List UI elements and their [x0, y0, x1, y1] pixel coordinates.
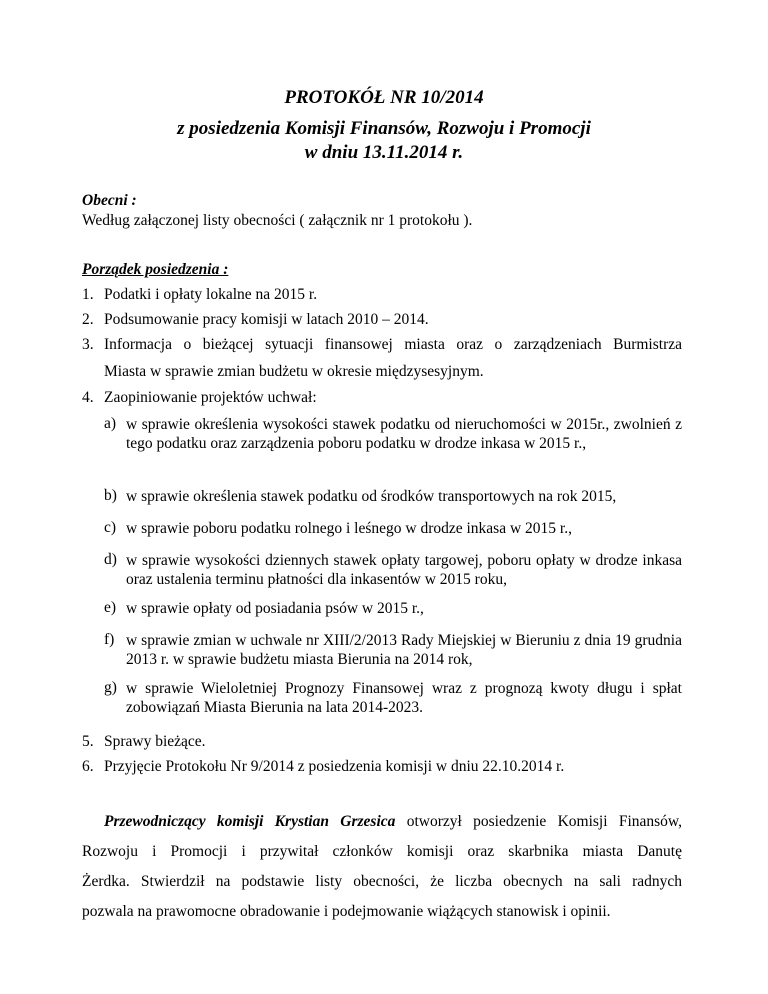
sub-item-letter: c) — [104, 519, 117, 536]
sub-item-text: w sprawie określenia stawek podatku od środków transportowych na rok 2015, — [126, 488, 617, 505]
closing-paragraph-line: pozwala na prawomocne obradowanie i podejmowanie wiążących stanowisk i opinii. — [82, 903, 611, 920]
agenda-item-number: 5. — [82, 733, 94, 750]
sub-item-text: w sprawie wysokości dziennych stawek opłaty targowej, poboru opłaty w drodze inkasa oraz ustalenia terminu płatności dla inkasentów w 2015 roku, — [126, 552, 682, 588]
agenda-item-text: Informacja o bieżącej sytuacji finansowej miasta oraz o zarządzeniach Burmistrza — [104, 336, 682, 353]
agenda-item-number: 4. — [82, 389, 94, 406]
closing-line-rest: otworzył posiedzenie Komisji Finansów, — [395, 813, 682, 830]
sub-item-letter: g) — [104, 679, 117, 696]
agenda-item-text: Sprawy bieżące. — [104, 733, 206, 750]
agenda-item-number: 1. — [82, 286, 94, 303]
agenda-item-text-continued: Miasta w sprawie zmian budżetu w okresie międzysesyjnym. — [104, 363, 484, 380]
sub-item-text: w sprawie Wieloletniej Prognozy Finansowej wraz z prognozą kwoty długu i spłat zobowiązań Miasta Bierunia na lata 2014-2023. — [126, 680, 682, 716]
agenda-heading: Porządek posiedzenia : — [82, 261, 229, 278]
sub-item-letter: a) — [104, 415, 117, 432]
present-text: Według załączonej listy obecności ( załącznik nr 1 protokołu ). — [82, 212, 473, 229]
sub-item-letter: b) — [104, 487, 117, 504]
agenda-item-number: 2. — [82, 311, 94, 328]
agenda-item-text: Podsumowanie pracy komisji w latach 2010 – 2014. — [104, 311, 429, 328]
closing-paragraph-line: Żerdka. Stwierdził na podstawie listy obecności, że liczba obecnych na sali radnych — [82, 873, 682, 890]
sub-item-letter: e) — [104, 599, 117, 616]
agenda-item-text: Zaopiniowanie projektów uchwał: — [104, 389, 317, 406]
sub-item-text: w sprawie opłaty od posiadania psów w 2015 r., — [126, 600, 424, 617]
sub-item-letter: f) — [104, 631, 115, 648]
sub-item-text: w sprawie zmian w uchwale nr XIII/2/2013 Rady Miejskiej w Bieruniu z dnia 19 grudnia 2013 r. w sprawie budżetu miasta Bierunia na 2014 rok, — [126, 632, 682, 668]
agenda-item-text: Podatki i opłaty lokalne na 2015 r. — [104, 286, 318, 303]
sub-item-letter: d) — [104, 551, 117, 568]
document-subtitle: z posiedzenia Komisji Finansów, Rozwoju i Promocji — [177, 118, 591, 139]
agenda-item-number: 6. — [82, 758, 94, 775]
sub-item-text: w sprawie poboru podatku rolnego i leśnego w drodze inkasa w 2015 r., — [126, 520, 572, 537]
agenda-item-number: 3. — [82, 336, 94, 353]
chair-name: Przewodniczący komisji Krystian Grzesica — [104, 813, 396, 830]
closing-paragraph-line: Rozwoju i Promocji i przywitał członków komisji oraz skarbnika miasta Danutę — [82, 843, 682, 860]
present-heading: Obecni : — [82, 192, 137, 209]
closing-paragraph-line — [82, 813, 682, 831]
agenda-item-text: Przyjęcie Protokołu Nr 9/2014 z posiedzenia komisji w dniu 22.10.2014 r. — [104, 758, 565, 775]
sub-item-text: w sprawie określenia wysokości stawek podatku od nieruchomości w 2015r., zwolnień z tego podatku oraz zarządzenia poboru podatku w drodze inkasa w 2015 r., — [126, 416, 682, 452]
document-date-line: w dniu 13.11.2014 r. — [304, 142, 464, 163]
document-title: PROTOKÓŁ NR 10/2014 — [284, 87, 484, 108]
